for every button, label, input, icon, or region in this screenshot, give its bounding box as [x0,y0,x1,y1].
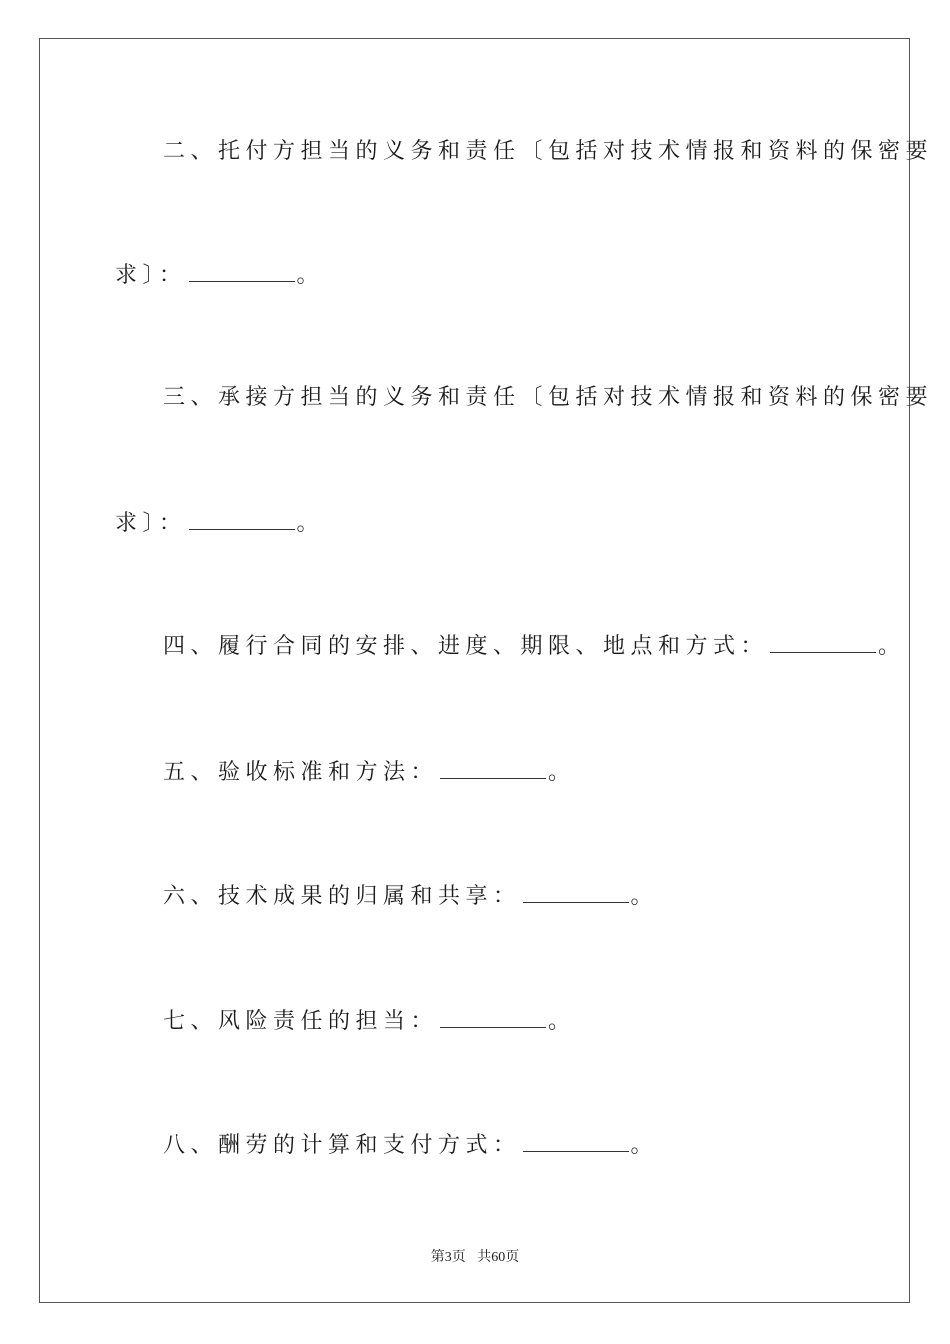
clause-2-line-1 [163,137,933,167]
fill-in-blank[interactable] [440,760,546,779]
clause-2-line-2 [115,261,324,291]
clause-8 [163,1131,658,1161]
clause-period: 。 [548,760,576,785]
clause-period: 。 [296,511,325,536]
clause-6 [163,882,658,912]
clause-3-line-1 [163,383,933,413]
total-pages: 共60页 [477,1250,520,1265]
page-border [39,38,910,1303]
page-number: 第3页 [430,1250,466,1265]
clause-period: 。 [878,634,906,659]
clause-period: 。 [296,263,325,288]
clause-period: 。 [630,884,659,909]
page-footer [0,1246,950,1266]
clause-text: 二、托付方担当的义务和责任〔包括对技术情报和资料的保密要 [163,139,934,164]
fill-in-blank[interactable] [770,634,876,653]
clause-text: 三、承接方担当的义务和责任〔包括对技术情报和资料的保密要 [163,385,934,410]
clause-text: 求〕： [115,263,187,288]
clause-period: 。 [630,1133,659,1158]
clause-text: 六、技术成果的归属和共享： [163,884,521,909]
clause-period: 。 [548,1009,576,1034]
clause-4 [163,632,906,662]
fill-in-blank[interactable] [523,1133,629,1152]
clause-text: 七、风险责任的担当： [163,1009,439,1034]
clause-text: 八、酬劳的计算和支付方式： [163,1133,521,1158]
clause-7 [163,1007,576,1037]
clause-text: 五、验收标准和方法： [163,760,439,785]
clause-3-line-2 [115,509,324,539]
clause-5 [163,758,576,788]
fill-in-blank[interactable] [189,511,295,530]
fill-in-blank[interactable] [440,1009,546,1028]
fill-in-blank[interactable] [189,263,295,282]
clause-text: 四、履行合同的安排、进度、期限、地点和方式： [163,634,769,659]
clause-text: 求〕： [115,511,187,536]
fill-in-blank[interactable] [523,884,629,903]
